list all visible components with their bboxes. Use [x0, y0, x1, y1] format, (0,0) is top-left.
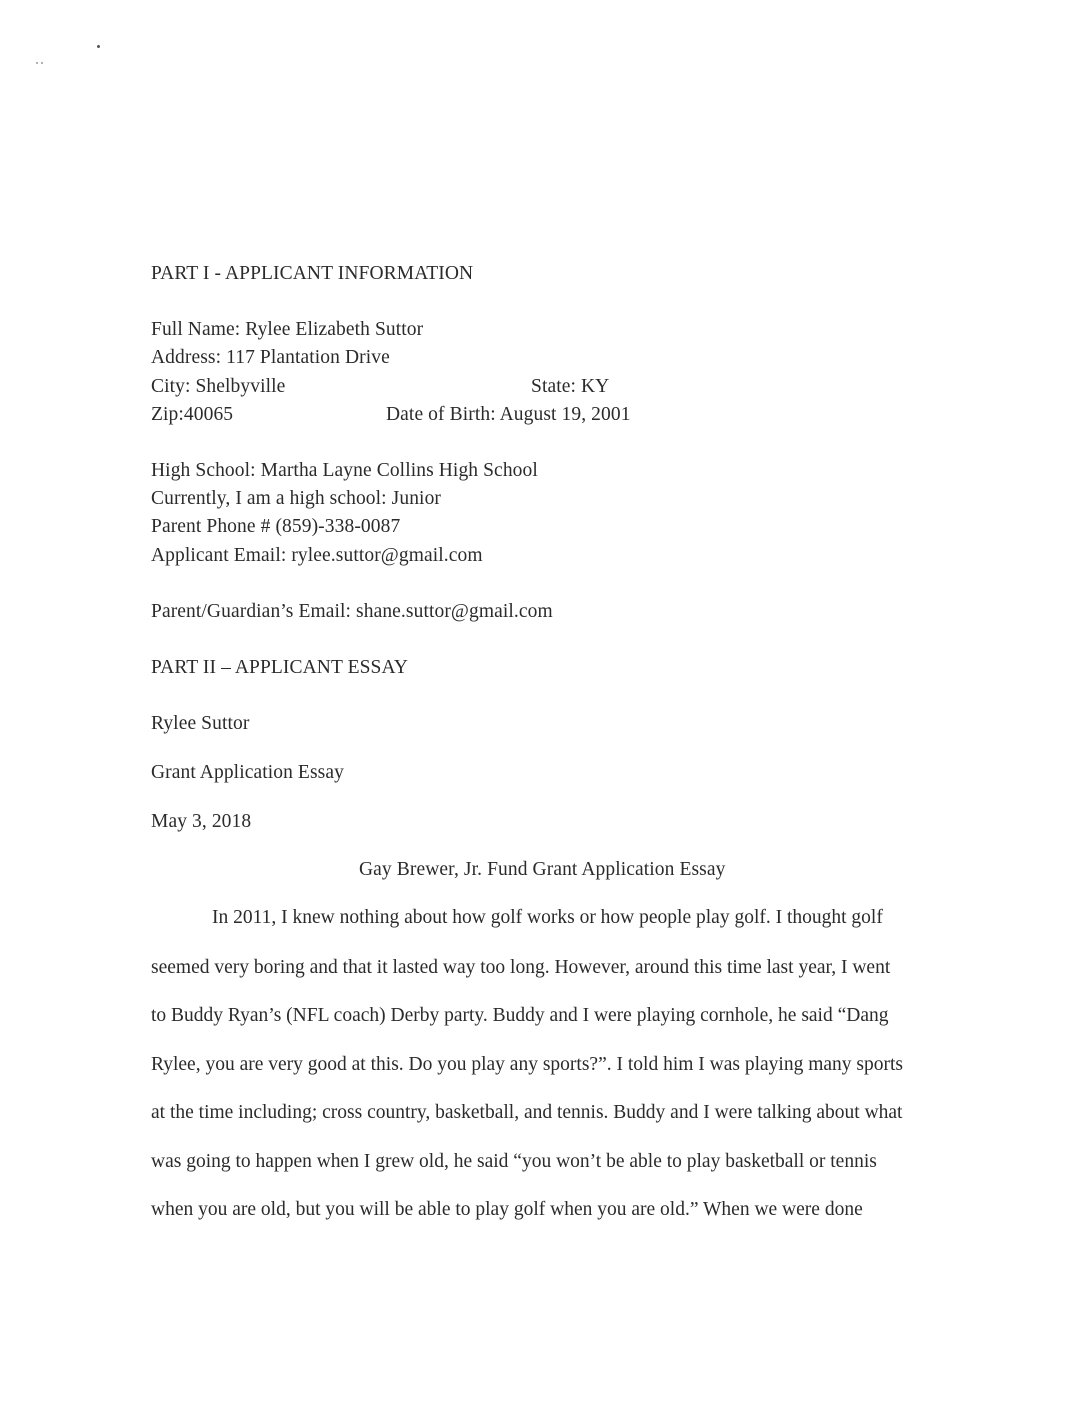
essay-line: seemed very boring and that it lasted way too long. However, around this time last year, I went — [151, 957, 891, 978]
scan-speck — [97, 45, 100, 48]
essay-date: May 3, 2018 — [151, 811, 252, 832]
part1-heading: PART I - APPLICANT INFORMATION — [151, 263, 474, 284]
grade-field: Currently, I am a high school: Junior — [151, 488, 442, 509]
address-field: Address: 117 Plantation Drive — [151, 347, 390, 368]
parent-phone-field: Parent Phone # (859)-338-0087 — [151, 516, 401, 537]
essay-line: when you are old, but you will be able to play golf when you are old.” When we were done — [151, 1199, 863, 1220]
high-school-field: High School: Martha Layne Collins High School — [151, 460, 538, 481]
scan-speck — [36, 62, 38, 64]
essay-subject: Grant Application Essay — [151, 762, 344, 783]
essay-line: In 2011, I knew nothing about how golf works or how people play golf. I thought golf — [212, 907, 883, 928]
zip-field: Zip:40065 — [151, 404, 234, 425]
scan-speck — [41, 62, 43, 64]
essay-author: Rylee Suttor — [151, 713, 250, 734]
essay-line: at the time including; cross country, basketball, and tennis. Buddy and I were talking about what — [151, 1102, 903, 1123]
part2-heading: PART II – APPLICANT ESSAY — [151, 657, 409, 678]
essay-title: Gay Brewer, Jr. Fund Grant Application Essay — [359, 859, 726, 880]
essay-line: was going to happen when I grew old, he said “you won’t be able to play basketball or tennis — [151, 1151, 877, 1172]
full-name-field: Full Name: Rylee Elizabeth Suttor — [151, 319, 424, 340]
city-field: City: Shelbyville — [151, 376, 286, 397]
applicant-email-field: Applicant Email: rylee.suttor@gmail.com — [151, 545, 483, 566]
essay-line: Rylee, you are very good at this. Do you play any sports?”. I told him I was playing many sports — [151, 1054, 903, 1075]
date-of-birth-field: Date of Birth: August 19, 2001 — [386, 404, 631, 425]
guardian-email-field: Parent/Guardian’s Email: shane.suttor@gmail.com — [151, 601, 553, 622]
essay-line: to Buddy Ryan’s (NFL coach) Derby party. Buddy and I were playing cornhole, he said “Dang — [151, 1005, 889, 1026]
state-field: State: KY — [531, 376, 610, 397]
